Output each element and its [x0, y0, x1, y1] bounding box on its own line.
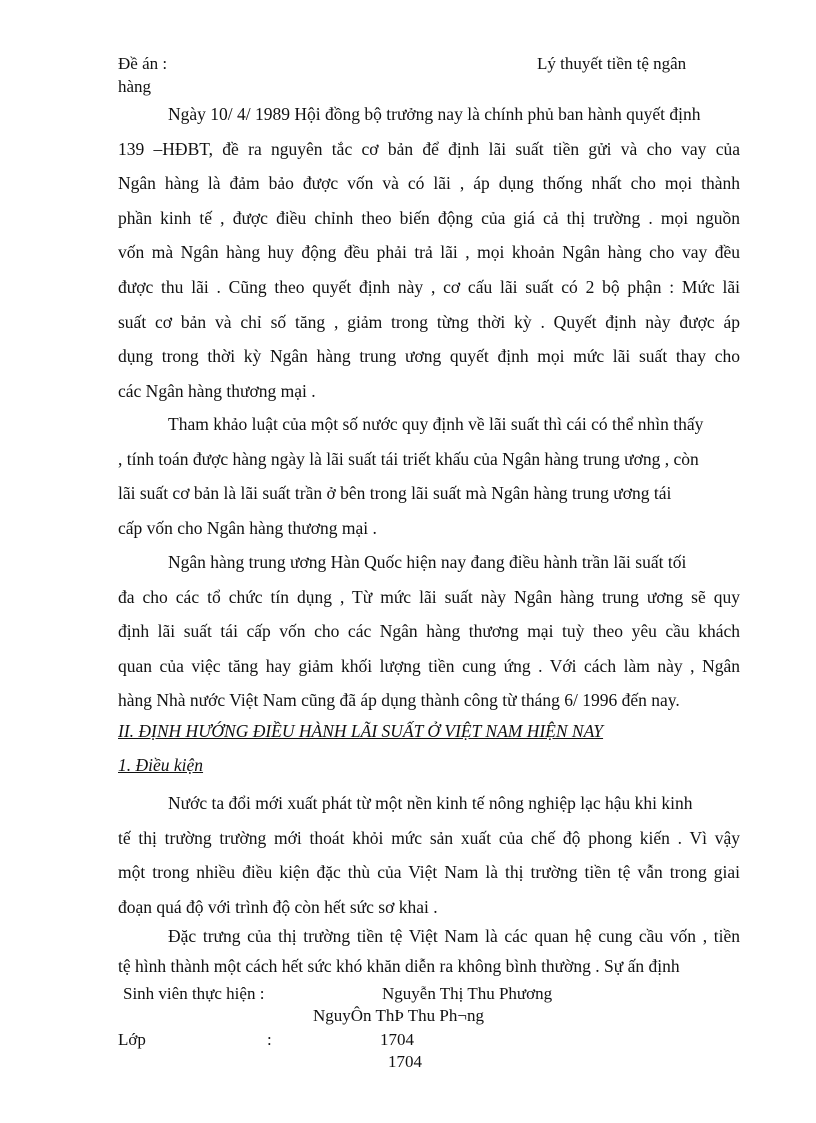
- paragraph-line: lãi suất cơ bản là lãi suất trần ở bên trong lãi suất mà Ngân hàng trung ương tái: [118, 483, 672, 504]
- paragraph-line: cấp vốn cho Ngân hàng thương mại .: [118, 517, 377, 538]
- paragraph-line: quan của việc tăng hay giảm khối lượng tiền cung ứng . Với cách làm này , Ngân: [118, 655, 740, 676]
- paragraph-line: , tính toán được hàng ngày là lãi suất tái triết khấu của Ngân hàng trung ương , còn: [118, 448, 699, 469]
- student-name: Nguyễn Thị Thu Phương: [382, 984, 553, 1003]
- paragraph-4: [118, 786, 740, 924]
- paragraph-line: Nước ta đổi mới xuất phát từ một nền kinh tế nông nghiệp lạc hậu khi kinh: [168, 793, 693, 813]
- paragraph-line: tệ hình thành một cách hết sức khó khăn diễn ra không bình thường . Sự ấn định: [118, 956, 680, 976]
- paragraph-2: [118, 407, 740, 545]
- paragraph-line: hàng Nhà nước Việt Nam cũng đã áp dụng thành công từ tháng 6/ 1996 đến nay.: [118, 690, 680, 711]
- paragraph-line: được thu lãi . Cũng theo quyết định này , cơ cấu lãi suất có 2 bộ phận : Mức lãi: [118, 276, 740, 297]
- student-label: Sinh viên thực hiện :: [123, 984, 265, 1003]
- class-colon: :: [267, 1030, 272, 1049]
- paragraph-3: [118, 545, 740, 718]
- paragraph-line: định lãi suất tái cấp vốn cho các Ngân hàng thương mại tuỳ theo yêu cầu khách: [118, 621, 740, 642]
- paragraph-line: phần kinh tế , được điều chỉnh theo biến động của giá cả thị trường . mọi nguồn: [118, 207, 740, 228]
- header-left: Đề án :: [118, 54, 168, 73]
- paragraph-5: [118, 921, 740, 981]
- paragraph-line: suất cơ bản và chỉ số tăng , giảm trong từng thời kỳ . Quyết định này được áp: [118, 311, 740, 332]
- paragraph-line: đoạn quá độ với trình độ còn hết sức sơ khai .: [118, 896, 438, 917]
- paragraph-line: đa cho các tổ chức tín dụng , Từ mức lãi suất này Ngân hàng trung ương sẽ quy: [118, 586, 740, 607]
- paragraph-line: tế thị trường trường mới thoát khỏi mức sản xuất của chế độ phong kiến . Vì vậy: [118, 827, 740, 848]
- class-label: Lớp: [118, 1030, 146, 1049]
- paragraph-line: Ngân hàng trung ương Hàn Quốc hiện nay đang điều hành trần lãi suất tối: [168, 552, 687, 572]
- student-name-alt: NguyÔn ThÞ Thu Ph¬ng: [313, 1006, 484, 1025]
- paragraph-line: 139 –HĐBT, đề ra nguyên tắc cơ bản để định lãi suất tiền gửi và cho vay của: [118, 138, 740, 159]
- subsection-heading: 1. Điều kiện: [118, 755, 204, 775]
- paragraph-1: [118, 97, 740, 408]
- section-heading: II. ĐỊNH HƯỚNG ĐIỀU HÀNH LÃI SUẤT Ở VIỆT NAM HIỆN NAY: [118, 721, 604, 741]
- paragraph-line: các Ngân hàng thương mại .: [118, 380, 316, 401]
- class-value: 1704: [380, 1030, 414, 1049]
- paragraph-line: vốn mà Ngân hàng huy động đều phải trả lãi , mọi khoản Ngân hàng cho vay đều: [118, 242, 740, 263]
- paragraph-line: Ngân hàng là đảm bảo được vốn và có lãi , áp dụng thống nhất cho mọi thành: [118, 173, 740, 194]
- paragraph-line: Ngày 10/ 4/ 1989 Hội đồng bộ trưởng nay là chính phủ ban hành quyết định: [168, 104, 701, 124]
- paragraph-line: Đặc trưng của thị trường tiền tệ Việt Nam là các quan hệ cung cầu vốn , tiền: [168, 926, 740, 946]
- header-continuation: hàng: [118, 77, 152, 96]
- header-right: Lý thuyết tiền tệ ngân: [537, 54, 687, 73]
- paragraph-line: một trong nhiều điều kiện đặc thù của Việt Nam là thị trường tiền tệ vẫn trong giai: [118, 862, 740, 883]
- paragraph-line: Tham khảo luật của một số nước quy định về lãi suất thì cái có thể nhìn thấy: [168, 414, 704, 434]
- paragraph-line: dụng trong thời kỳ Ngân hàng trung ương quyết định mọi mức lãi suất thay cho: [118, 346, 740, 367]
- class-value-alt: 1704: [388, 1052, 422, 1071]
